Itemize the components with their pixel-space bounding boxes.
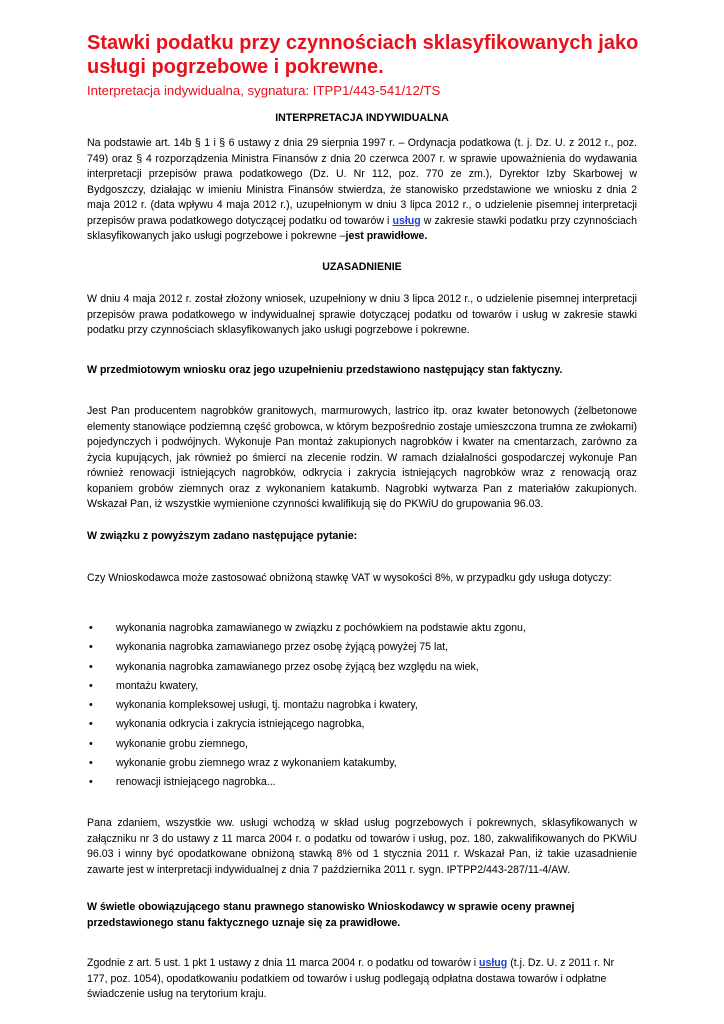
intro-text-2: w zakresie stawki podatku przy czynnościach sklasyfikowanych jako usługi pogrzebowe i pokrewne – [87,214,638,242]
facts-paragraph: Jest Pan producentem nagrobków granitowych, marmurowych, lastrico itp. oraz kwater betonowych (żelbetonowe elementy stanowiące podziemną część grobowca, w którym bezpośrednio zostaje umieszczona trumna ze zwłokami) pojedynczych i podwójnych. Wykonuje Pan montaż zakupionych nagrobków i kwater na cmentarzach, zarówno za życia kupujących, jak również po śmierci na zlecenie rodzin. W ramach działalności gospodarczej wykonuje Pan również renowacji istniejących nagrobków, odkrycia i zakrycia istniejących nagrobków wraz z renowacją oraz kopaniem grobów ziemnych oraz z wykonaniem katakumb. Nagrobki wytwarza Pan z materiałów zakupionych. Wskazał Pan, iż wszystkie wymienione czynności kwalifikują się do PKWiU do grupowania 96.03. [87,405,637,510]
question-bullet-item [87,621,637,640]
question-bullet-item [87,717,637,736]
intro-paragraph [87,136,637,245]
final-text-1: Zgodnie z art. 5 ust. 1 pkt 1 ustawy z dnia 11 marca 2004 r. o podatku od towarów i [87,957,479,969]
question-bullet-item [87,660,637,679]
question-bullet-item [87,737,637,756]
intro-text-1: Na podstawie art. 14b § 1 i § 6 ustawy z dnia 29 sierpnia 1997 r. – Ordynacja podatkowa (t. j. Dz. U. z 2012 r., poz. 749) oraz § 4 rozporządzenia Ministra Finansów z dnia 20 czerwca 2007 r. w sprawie upoważnienia do wydawania interpretacji przepisów prawa podatkowego (Dz. U. Nr 112, poz. 770 ze zm.), Dyrektor Izby Skarbowej w Bydgoszczy, działając w imieniu Ministra Finansów stwierdza, że stanowisko przedstawione we wniosku z dnia 2 maja 2012 r. (data wpływu 4 maja 2012 r.), uzupełnionym w dniu 3 lipca 2012 r., o udzielenie pisemnej interpretacji przepisów prawa podatkowego dotyczącej podatku od towarów i [87,137,637,227]
bullet-dot-icon: • [89,622,93,634]
question-bullet-item [87,756,637,775]
bullet-text: wykonanie grobu ziemnego, [116,737,248,750]
bullet-dot-icon: • [89,776,93,789]
bullet-text: wykonania nagrobka zamawianego przez osobę żyjącą powyżej 75 lat, [116,641,449,654]
question-bullet-item [87,640,637,659]
bullet-text: wykonania odkrycia i zakrycia istniejącego nagrobka, [116,718,365,731]
document-subtitle: Interpretacja indywidualna, sygnatura: ITPP1/443-541/12/TS [87,83,441,98]
bullet-dot-icon: • [89,757,93,770]
question-paragraph: Czy Wnioskodawca może zastosować obniżoną stawkę VAT w wysokości 8%, w przypadku gdy usługa dotyczy: [87,572,612,584]
bullet-dot-icon: • [89,641,93,654]
bullet-dot-icon: • [89,737,93,750]
question-heading: W związku z powyższym zadano następujące pytanie: [87,530,358,542]
heading-interpretation: INTERPRETACJA INDYWIDUALNA [275,112,449,124]
bullet-dot-icon: • [89,718,93,731]
final-paragraph [87,956,637,1003]
uslug-link-2[interactable]: usług [479,957,508,969]
question-bullet-item [87,679,637,698]
assessment-heading: W świetle obowiązującego stanu prawnego stanowisko Wnioskodawcy w sprawie oceny prawnej przedstawionego stanu faktycznego uznaje się za prawidłowe. [87,901,575,929]
bullet-text: renowacji istniejącego nagrobka... [116,776,276,789]
question-bullet-item [87,698,637,717]
bullet-text: wykonania nagrobka zamawianego przez osobę żyjącą bez względu na wiek, [116,660,479,673]
facts-heading: W przedmiotowym wniosku oraz jego uzupełnieniu przedstawiono następujący stan faktyczny. [87,364,563,376]
bullet-text: montażu kwatery, [116,679,199,692]
document-title: Stawki podatku przy czynnościach sklasyfikowanych jako usługi pogrzebowe i pokrewne. [87,32,639,78]
intro-verdict: jest prawidłowe. [345,230,428,242]
bullet-dot-icon: • [89,660,93,673]
bullet-text: wykonania kompleksowej usługi, tj. montażu nagrobka i kwatery, [116,699,418,712]
question-bullet-item [87,775,637,794]
question-bullet-list [87,621,637,795]
bullet-dot-icon: • [89,699,93,712]
final-text-2: (t.j. Dz. U. z 2011 r. Nr 177, poz. 1054), opodatkowaniu podatkiem od towarów i usług podlegają odpłatna dostawa towarów i odpłatne świadczenie usług na terytorium kraju. [87,957,615,1000]
bullet-text: wykonania nagrobka zamawianego w związku z pochówkiem na podstawie aktu zgonu, [116,622,526,634]
application-paragraph: W dniu 4 maja 2012 r. został złożony wniosek, uzupełniony w dniu 3 lipca 2012 r., o udzielenie pisemnej interpretacji przepisów prawa podatkowego w indywidualnej sprawie dotyczącej podatku od towarów i usług w zakresie stawki podatku przy czynnościach sklasyfikowanych jako usługi pogrzebowe i pokrewne. [87,293,637,336]
bullet-text: wykonanie grobu ziemnego wraz z wykonaniem katakumby, [116,757,397,770]
bullet-dot-icon: • [89,679,93,692]
uslug-link-1[interactable]: usług [392,214,421,227]
heading-justification: UZASADNIENIE [322,261,402,273]
position-paragraph: Pana zdaniem, wszystkie ww. usługi wchodzą w skład usług pogrzebowych i pokrewnych, sklasyfikowanych w załączniku nr 3 do ustawy z 11 marca 2004 r. o podatku od towarów i usług, poz. 180, zakwalifikowanych do PKWiU 96.03 i winny być opodatkowane obniżoną stawką 8% od 1 stycznia 2011 r. Wskazał Pan, iż takie uzasadnienie zawarte jest w interpretacji indywidualnej z dnia 7 października 2011 r. sygn. IPTPP2/443-287/11-4/AW. [87,817,637,876]
